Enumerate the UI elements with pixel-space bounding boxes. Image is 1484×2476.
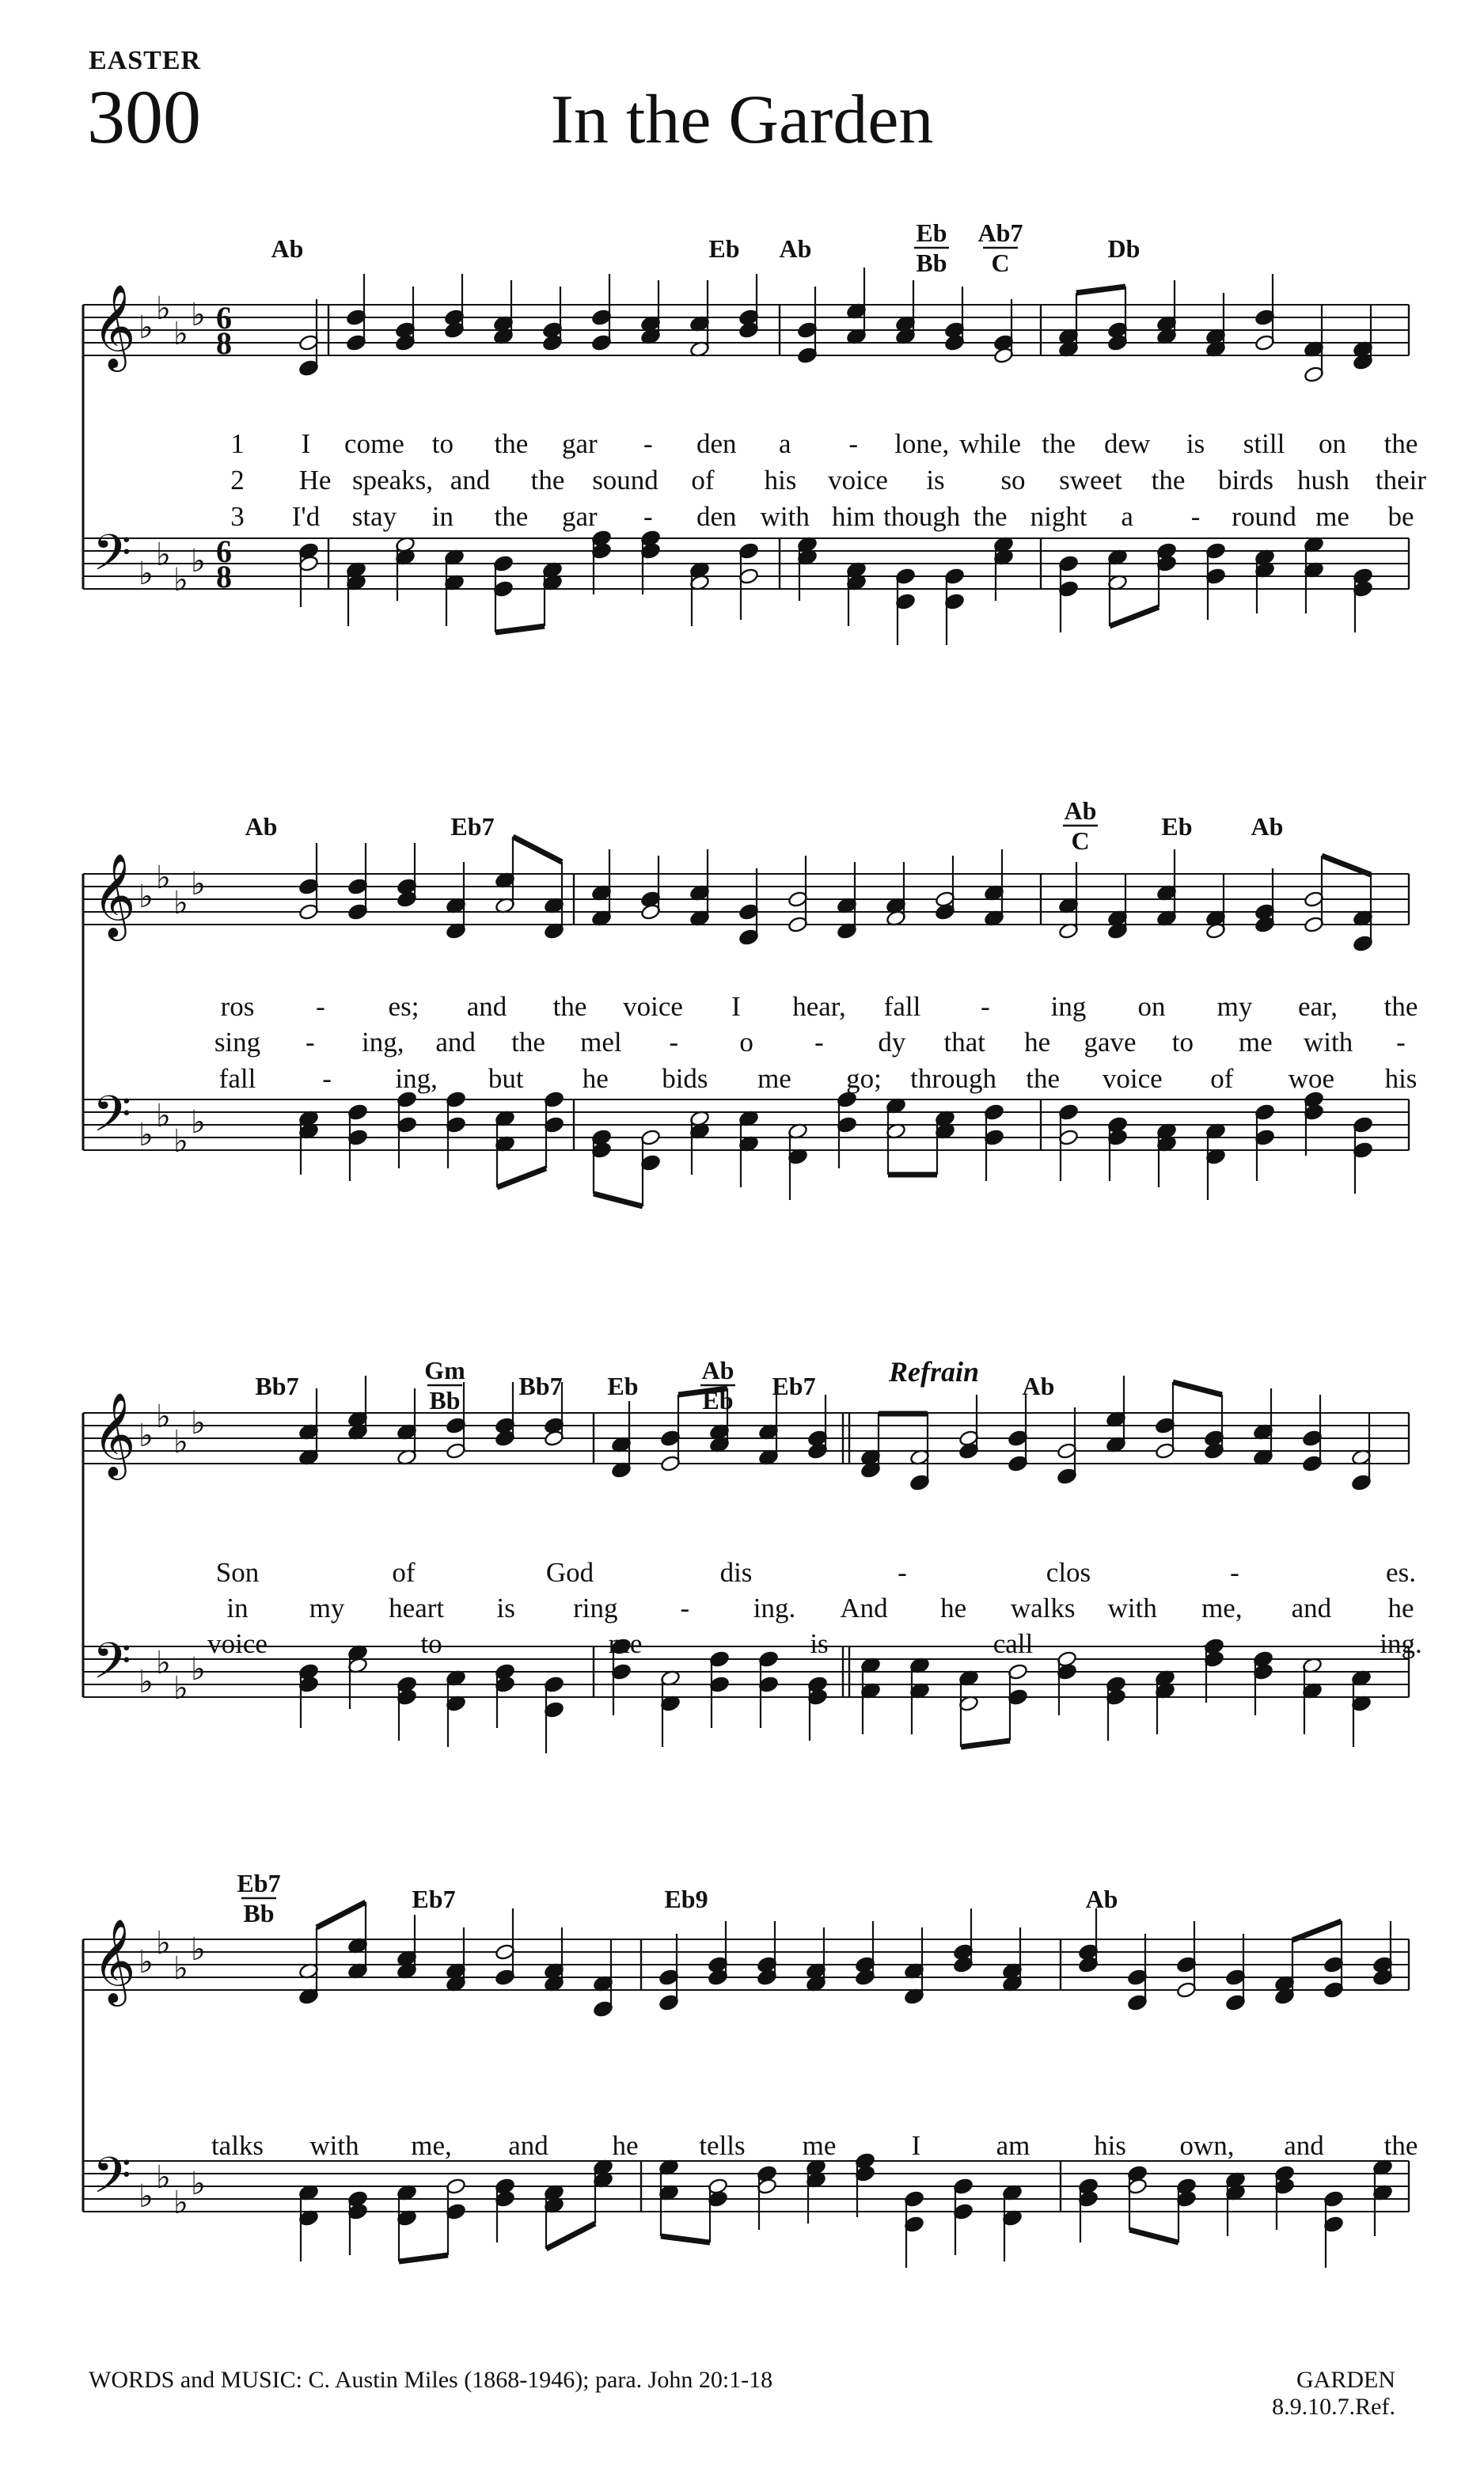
lyric-syllable: ing. [753, 1593, 796, 1623]
hymn-number: 300 [87, 74, 201, 159]
lyric-syllable: clos [1046, 1557, 1091, 1588]
flat-icon: ♭ [173, 1123, 188, 1159]
refrain-label: Refrain [888, 1356, 980, 1388]
beam [594, 1194, 643, 1206]
lyric-syllable: - [643, 428, 653, 459]
chord-symbol-top: Eb [916, 218, 947, 247]
lyric-syllable: their [1375, 465, 1427, 496]
lyric-syllable: sweet [1059, 465, 1122, 496]
lyric-syllable: ring [573, 1593, 618, 1623]
chord-symbol: Bb7 [518, 1372, 563, 1400]
lyric-syllable: sing [214, 1027, 261, 1058]
lyric-syllable: he [582, 1063, 609, 1094]
lyric-syllable: and [466, 991, 507, 1022]
lyric-syllable: mel [580, 1027, 622, 1058]
flat-icon: ♭ [139, 879, 154, 914]
lyric-syllable: talks [211, 2130, 264, 2161]
lyric-syllable: fall [218, 1063, 256, 1094]
lyric-syllable: gar [562, 428, 598, 459]
lyric-syllable: the [1383, 428, 1418, 459]
lyric-syllable: on [1319, 428, 1347, 459]
time-signature-digit: 8 [216, 559, 232, 594]
flat-icon: ♭ [191, 1405, 206, 1441]
lyric-syllable: me [802, 2130, 837, 2161]
lyric-syllable: of [1210, 1063, 1234, 1094]
lyric-syllable: - [322, 1063, 332, 1094]
bass-clef-icon: 𝄢 [93, 1631, 131, 1702]
lyric-syllable: the [1042, 428, 1076, 459]
beam [1292, 1921, 1342, 1940]
beam [661, 2236, 710, 2242]
lyric-syllable: come [344, 428, 404, 459]
lyric-syllable: and [450, 465, 491, 496]
lyric-syllable: his [764, 465, 797, 496]
meter: 8.9.10.7.Ref. [1272, 2394, 1395, 2420]
lyric-syllable: to [1171, 1027, 1194, 1058]
flat-icon: ♭ [156, 1399, 171, 1434]
lyric-syllable: I [301, 428, 311, 459]
flat-icon: ♭ [139, 1664, 154, 1699]
lyric-syllable: he [1387, 1593, 1414, 1623]
lyric-syllable: gave [1084, 1027, 1137, 1058]
lyric-syllable: birds [1218, 465, 1273, 496]
beam [1322, 856, 1371, 875]
lyric-syllable: and [1291, 1593, 1332, 1623]
lyric-syllable: - [1396, 1027, 1406, 1058]
beam [1173, 1382, 1222, 1395]
lyric-syllable: heart [389, 1593, 445, 1623]
flat-icon: ♭ [173, 1424, 188, 1460]
lyric-syllable: God [545, 1557, 594, 1588]
lyric-syllable: though [883, 501, 961, 532]
lyric-syllable: me, [1201, 1593, 1243, 1623]
chord-symbol-top: Gm [424, 1356, 465, 1384]
chord-symbol: Ab [271, 234, 304, 263]
beam [317, 1902, 366, 1927]
lyric-syllable: voice [623, 991, 683, 1022]
flat-icon: ♭ [173, 2185, 188, 2220]
lyric-syllable: es. [1386, 1557, 1416, 1588]
flat-icon: ♭ [139, 1418, 154, 1453]
lyric-syllable: he [612, 2130, 639, 2161]
time-signature-digit: 8 [216, 325, 232, 361]
flat-icon: ♭ [191, 543, 206, 579]
hymn-title: In the Garden [550, 82, 934, 158]
lyric-syllable: through [910, 1063, 997, 1094]
lyric-syllable: me [757, 1063, 791, 1094]
flat-icon: ♭ [156, 1645, 171, 1680]
chord-symbol: Eb7 [412, 1885, 456, 1913]
flat-icon: ♭ [139, 1944, 154, 1980]
lyric-syllable: with [309, 2130, 359, 2161]
lyric-syllable: - [306, 1027, 315, 1058]
lyric-syllable: gar [562, 501, 598, 532]
lyric-syllable: walks [1010, 1593, 1076, 1623]
flat-icon: ♭ [191, 1931, 206, 1967]
lyric-syllable: the [552, 991, 587, 1022]
lyric-syllable: ing. [1380, 1628, 1422, 1659]
lyric-syllable: that [943, 1027, 985, 1058]
lyric-syllable: Son [215, 1557, 260, 1588]
beam [1110, 607, 1159, 626]
flat-icon: ♭ [191, 297, 206, 332]
chord-symbol: Db [1107, 234, 1141, 263]
lyric-syllable: den [696, 428, 737, 459]
chord-symbol: Ab [779, 234, 812, 263]
flat-icon: ♭ [173, 1950, 188, 1986]
chord-symbol: Ab [245, 812, 278, 841]
time-signature-digit: 6 [216, 534, 232, 569]
lyric-syllable: woe [1288, 1063, 1335, 1094]
chord-symbol-bottom: Bb [243, 1899, 275, 1927]
lyric-syllable: ros [220, 991, 255, 1022]
chord-symbol-bottom: C [1071, 826, 1090, 855]
flat-icon: ♭ [156, 860, 171, 895]
lyric-syllable: sound [592, 465, 659, 496]
lyric-syllable: And [840, 1593, 888, 1623]
lyric-syllable: the [494, 501, 529, 532]
lyric-syllable: ing, [395, 1063, 438, 1094]
lyric-syllable: in [431, 501, 454, 532]
lyric-syllable: speaks, [351, 465, 434, 496]
lyric-syllable: is [810, 1628, 829, 1659]
lyric-syllable: me [1315, 501, 1349, 532]
lyric-syllable: the [1026, 1063, 1061, 1094]
lyric-syllable: night [1030, 501, 1087, 532]
chord-symbol: Eb [708, 234, 740, 263]
chord-symbol-top: Ab [1064, 796, 1097, 825]
beam [1129, 2230, 1178, 2242]
lyric-syllable: and [435, 1027, 476, 1058]
beam [495, 626, 545, 632]
lyric-syllable: lone, [894, 428, 950, 459]
lyric-syllable: the [973, 501, 1008, 532]
lyric-syllable: den [696, 501, 737, 532]
flat-icon: ♭ [191, 1651, 206, 1687]
beam [513, 837, 562, 862]
chord-symbol: Ab [1085, 1885, 1118, 1913]
lyric-syllable: my [309, 1593, 345, 1623]
lyric-syllable: ing, [362, 1027, 404, 1058]
lyric-syllable: is [1186, 428, 1205, 459]
lyric-syllable: I [911, 2130, 921, 2161]
bass-clef-icon: 𝄢 [93, 523, 131, 594]
lyric-syllable: ing [1050, 991, 1087, 1022]
lyric-syllable: round [1232, 501, 1296, 532]
lyric-syllable: hear, [792, 991, 846, 1022]
chord-symbol-top: Ab7 [977, 218, 1023, 247]
lyric-syllable: but [488, 1063, 524, 1094]
lyric-syllable: the [494, 428, 529, 459]
flat-icon: ♭ [139, 2178, 154, 2214]
chord-symbol: Ab [1251, 812, 1284, 841]
tune-name: GARDEN [1296, 2367, 1395, 2393]
lyric-syllable: go; [846, 1063, 882, 1094]
lyric-syllable: the [530, 465, 565, 496]
footer-tune-info [1272, 2367, 1395, 2421]
lyric-syllable: call [992, 1628, 1034, 1659]
flat-icon: ♭ [191, 866, 206, 902]
lyric-syllable: the [1383, 2130, 1418, 2161]
lyric-syllable: the [511, 1027, 545, 1058]
lyric-syllable: be [1387, 501, 1414, 532]
treble-clef-icon: 𝄞 [93, 1392, 136, 1476]
beam [497, 1168, 546, 1187]
lyric-syllable: - [898, 1557, 907, 1588]
bass-clef-icon: 𝄢 [93, 1084, 131, 1155]
lyric-syllable: 3 [230, 501, 245, 532]
chord-symbol-bottom: Eb [702, 1386, 734, 1415]
footer-credit: WORDS and MUSIC: C. Austin Miles (1868-1946); para. John 20:1-18 [89, 2367, 773, 2393]
chord-symbol: Bb7 [255, 1372, 299, 1400]
lyric-syllable: stay [351, 501, 397, 532]
lyric-syllable: his [1094, 2130, 1126, 2161]
chord-symbol-top: Eb7 [237, 1869, 281, 1897]
chord-symbol: Eb [1161, 812, 1193, 841]
lyric-syllable: of [691, 465, 715, 496]
lyric-syllable: - [1190, 501, 1201, 532]
lyric-syllable: him [832, 501, 875, 532]
lyric-syllable: he [940, 1593, 967, 1623]
flat-icon: ♭ [173, 562, 188, 598]
section-label: EASTER [89, 46, 202, 75]
lyric-syllable: my [1216, 991, 1253, 1022]
lyric-syllable: 1 [230, 428, 245, 459]
lyric-syllable: the [1151, 465, 1186, 496]
flat-icon: ♭ [139, 556, 154, 591]
lyric-syllable: 2 [230, 465, 245, 496]
lyric-syllable: still [1243, 428, 1285, 459]
lyric-syllable: dew [1103, 428, 1151, 459]
lyric-syllable: - [848, 428, 859, 459]
lyric-syllable: is [496, 1593, 515, 1623]
flat-icon: ♭ [139, 310, 154, 345]
lyric-syllable: I [731, 991, 741, 1022]
lyric-syllable: - [316, 991, 325, 1022]
lyric-syllable: the [1383, 991, 1418, 1022]
lyric-syllable: - [643, 501, 653, 532]
lyric-syllable: es; [388, 991, 419, 1022]
lyric-syllable: with [1304, 1027, 1353, 1058]
lyric-syllable: is [926, 465, 945, 496]
chord-symbol: Eb7 [772, 1372, 816, 1400]
lyric-syllable: he [1024, 1027, 1051, 1058]
beam [546, 2223, 595, 2249]
chord-symbol: Eb7 [450, 812, 495, 841]
lyric-syllable: on [1137, 991, 1166, 1022]
lyric-syllable: own, [1179, 2130, 1235, 2161]
chord-symbol: Ab [1022, 1372, 1055, 1400]
treble-clef-icon: 𝄞 [93, 1918, 136, 2003]
chord-symbol-bottom: Bb [916, 249, 947, 277]
lyric-syllable: I'd [291, 501, 321, 532]
lyric-syllable: voice [828, 465, 888, 496]
lyric-syllable: tells [699, 2130, 746, 2161]
flat-icon: ♭ [156, 291, 171, 326]
lyric-syllable: in [226, 1593, 249, 1623]
lyric-syllable: hush [1296, 465, 1350, 496]
lyric-syllable: o [739, 1027, 753, 1058]
lyric-syllable: - [1202, 1628, 1212, 1659]
lyric-syllable: to [420, 1628, 442, 1659]
lyric-syllable: me [608, 1628, 643, 1659]
chord-symbol-bottom: Bb [429, 1386, 461, 1415]
lyric-syllable: his [1384, 1063, 1418, 1094]
lyric-syllable: and [1284, 2130, 1324, 2161]
flat-icon: ♭ [191, 1104, 206, 1140]
treble-clef-icon: 𝄞 [93, 853, 136, 937]
flat-icon: ♭ [173, 1670, 188, 1706]
lyric-syllable: dis [719, 1557, 753, 1588]
lyric-syllable: a [1121, 501, 1133, 532]
lyric-syllable: - [669, 1027, 679, 1058]
lyric-syllable: bids [662, 1063, 708, 1094]
lyric-syllable: voice [1102, 1063, 1163, 1094]
lyric-syllable: - [1230, 1557, 1239, 1588]
lyric-syllable: dy [878, 1027, 906, 1058]
chord-symbol-bottom: C [991, 249, 1010, 277]
flat-icon: ♭ [191, 2166, 206, 2201]
flat-icon: ♭ [173, 316, 188, 351]
flat-icon: ♭ [173, 885, 188, 921]
lyric-syllable: am [996, 2130, 1030, 2161]
lyric-syllable: and [508, 2130, 548, 2161]
lyric-syllable: so [1000, 465, 1026, 496]
time-signature-digit: 6 [216, 300, 232, 336]
beam [1076, 287, 1125, 293]
lyric-syllable: - [814, 1027, 824, 1058]
flat-icon: ♭ [156, 1098, 171, 1134]
chord-symbol: Eb9 [664, 1885, 708, 1913]
lyric-syllable: - [981, 991, 990, 1022]
lyric-syllable: with [1107, 1593, 1157, 1623]
lyric-syllable: while [959, 428, 1022, 459]
lyric-syllable: to [431, 428, 454, 459]
bass-clef-icon: 𝄢 [93, 2146, 131, 2216]
lyric-syllable: ear, [1297, 991, 1338, 1022]
beam [961, 1741, 1010, 1747]
lyric-syllable: voice [207, 1628, 268, 1659]
lyric-syllable: He [298, 465, 332, 496]
lyric-syllable: me [1238, 1027, 1273, 1058]
flat-icon: ♭ [156, 537, 171, 572]
flat-icon: ♭ [139, 1117, 154, 1153]
lyric-syllable: me, [411, 2130, 452, 2161]
lyric-syllable: of [392, 1557, 416, 1588]
flat-icon: ♭ [156, 2159, 171, 2195]
treble-clef-icon: 𝄞 [93, 283, 136, 368]
chord-symbol-top: Ab [701, 1356, 734, 1384]
flat-icon: ♭ [156, 1925, 171, 1961]
beam [399, 2255, 448, 2261]
lyric-syllable: with [760, 501, 810, 532]
lyric-syllable: fall [883, 991, 921, 1022]
lyric-syllable: - [680, 1593, 690, 1623]
lyric-syllable: a [778, 428, 791, 459]
chord-symbol: Eb [607, 1372, 639, 1400]
